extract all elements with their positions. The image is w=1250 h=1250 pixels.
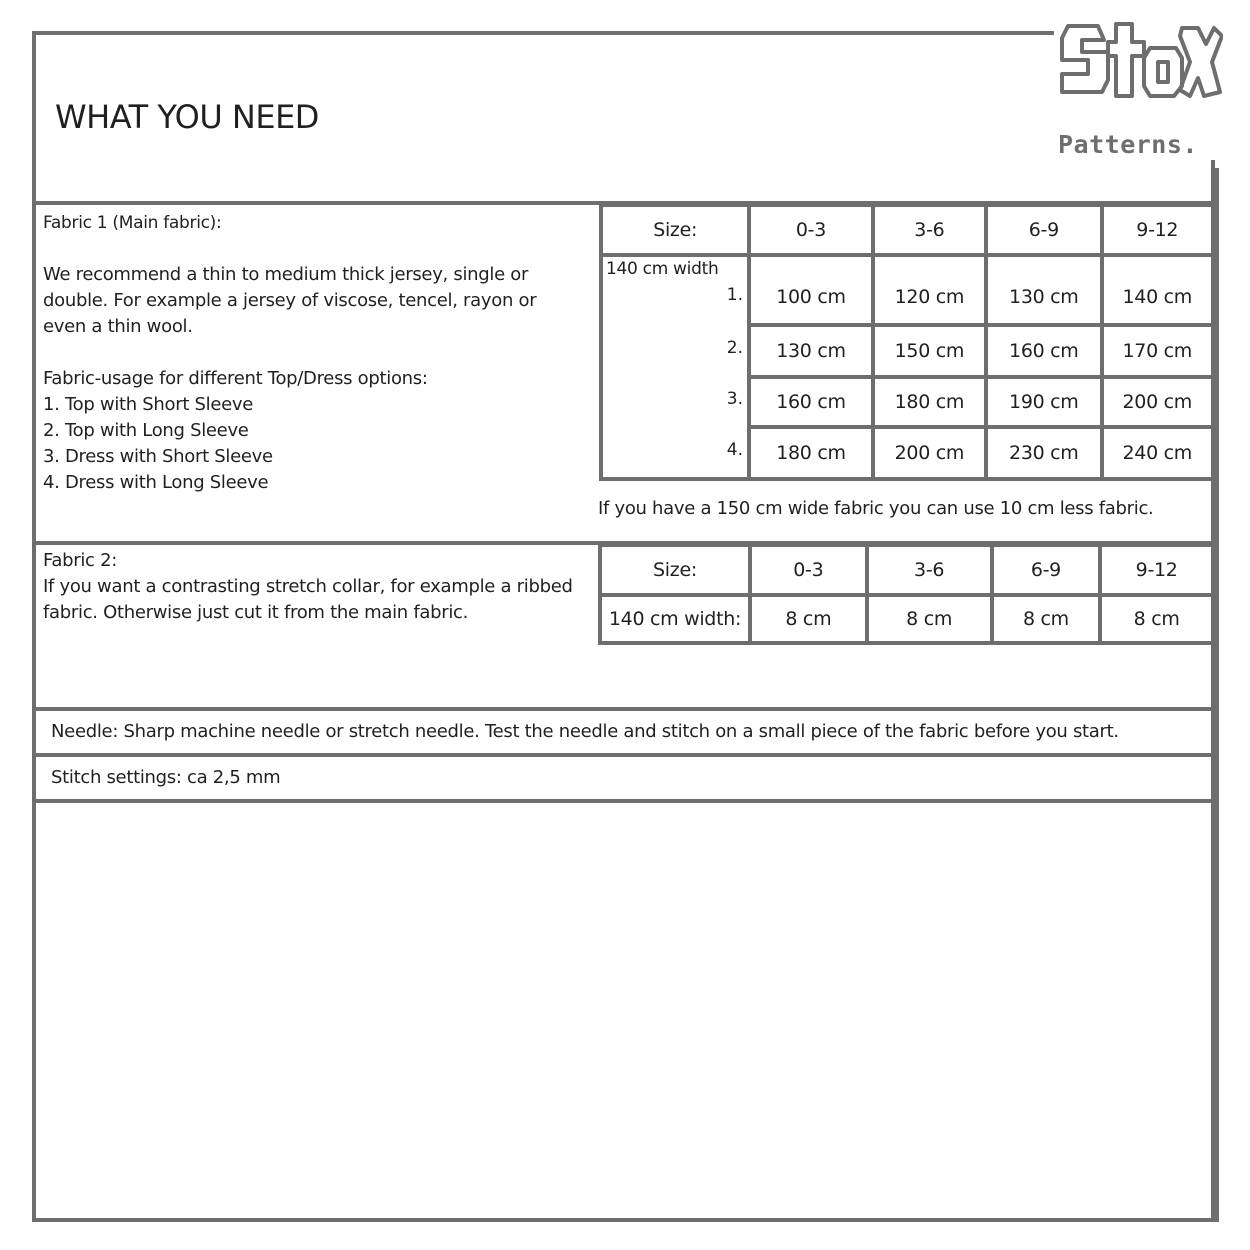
fabric1-table [599,203,1215,481]
table-cell: 8 cm [1100,595,1213,643]
fabric1-size-row [601,205,1213,255]
fabric1-option: 3. Dress with Short Sleeve [43,446,273,467]
width-label: 140 cm width [606,259,719,279]
size-header: 3-6 [867,545,992,595]
page-title: WHAT YOU NEED [55,98,319,136]
table-cell: 130 cm [749,325,872,377]
table-cell: 200 cm [1102,377,1214,427]
fabric1-option: 4. Dress with Long Sleeve [43,472,269,493]
table-cell: 8 cm [750,595,867,643]
fabric1-recommend-line: even a thin wool. [43,316,193,337]
divider-needle [32,753,1215,757]
table-row [601,255,1213,325]
fabric1-recommend-line: We recommend a thin to medium thick jersey, single or [43,264,529,285]
fabric2-table [598,543,1215,645]
fabric2-line: If you want a contrasting stretch collar, for example a ribbed [43,576,573,597]
table-cell: 100 cm [749,255,872,325]
fabric1-option: 2. Top with Long Sleeve [43,420,249,441]
fabric1-option: 1. Top with Short Sleeve [43,394,254,415]
row-label: 2. [726,338,743,358]
needle-text: Needle: Sharp machine needle or stretch needle. Test the needle and stitch on a small piece of the fabric before you start. [51,721,1119,742]
row-label: 140 cm width: [600,595,750,643]
table-row [600,595,1213,643]
table-cell: 240 cm [1102,427,1214,479]
table-cell: 130 cm [986,255,1101,325]
table-cell: 170 cm [1102,325,1214,377]
table-cell: 120 cm [873,255,986,325]
size-header: 6-9 [992,545,1101,595]
table-cell: 160 cm [749,377,872,427]
fabric2-line: fabric. Otherwise just cut it from the main fabric. [43,602,469,623]
size-header: 9-12 [1100,545,1213,595]
stitch-text: Stitch settings: ca 2,5 mm [51,767,281,788]
fabric1-usage-heading: Fabric-usage for different Top/Dress options: [43,368,428,389]
table-cell: 150 cm [873,325,986,377]
stox-logo [1058,14,1223,126]
table-cell: 180 cm [749,427,872,479]
fabric1-recommend-line: double. For example a jersey of viscose, tencel, rayon or [43,290,537,311]
table-cell: 200 cm [873,427,986,479]
size-header: 9-12 [1102,205,1214,255]
fabric2-heading: Fabric 2: [43,550,117,571]
size-header: 6-9 [986,205,1101,255]
logo-label: Patterns. [1058,130,1198,159]
divider-stitch [32,799,1215,803]
table-cell: 8 cm [992,595,1101,643]
table-cell: 8 cm [867,595,992,643]
frame-top-edge [32,31,1054,35]
size-label: Size: [600,545,750,595]
table-cell: 160 cm [986,325,1101,377]
table-cell: 180 cm [873,377,986,427]
fabric1-note: If you have a 150 cm wide fabric you can use 10 cm less fabric. [598,498,1154,519]
size-header: 0-3 [750,545,867,595]
divider-fabric2 [32,707,1215,711]
size-header: 0-3 [749,205,872,255]
row-label: 1. [726,285,743,305]
fabric2-size-row [600,545,1213,595]
table-cell: 230 cm [986,427,1101,479]
row-label: 3. [726,389,743,409]
fabric1-heading: Fabric 1 (Main fabric): [43,213,222,233]
row-label: 4. [726,440,743,460]
size-label: Size: [601,205,749,255]
size-header: 3-6 [873,205,986,255]
table-cell: 190 cm [986,377,1101,427]
table-cell: 140 cm [1102,255,1214,325]
